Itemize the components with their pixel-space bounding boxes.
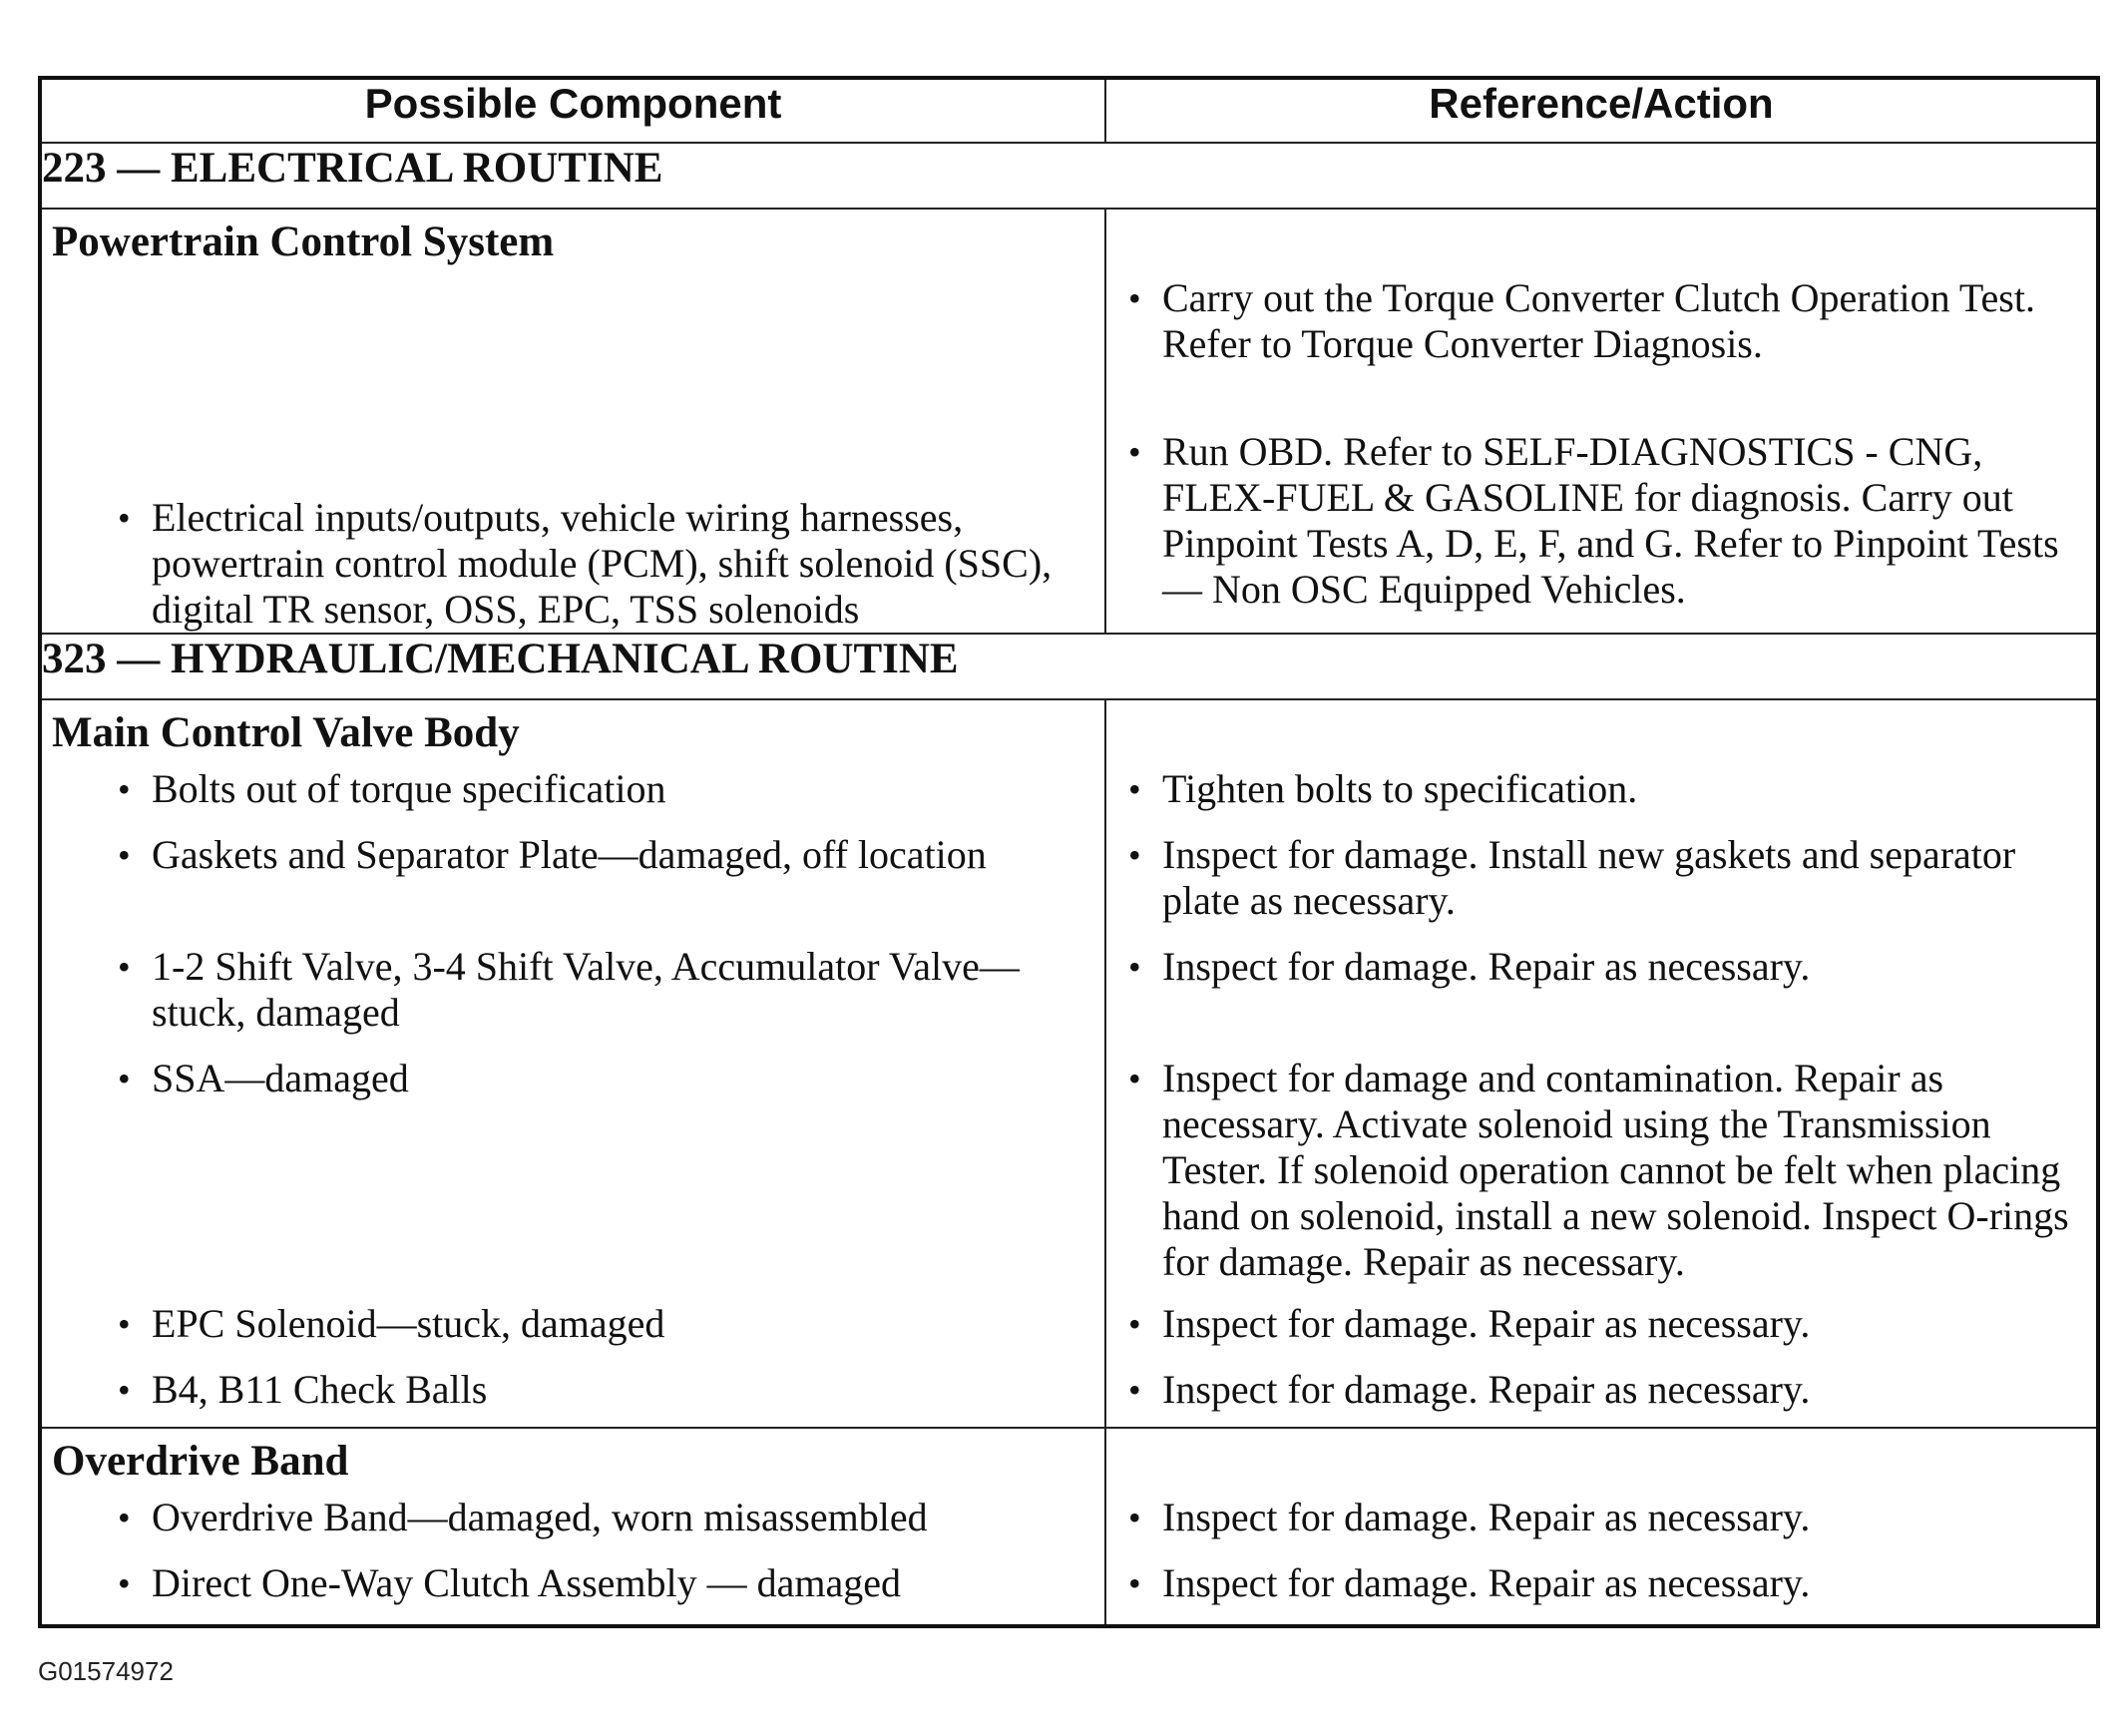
list-item — [1106, 1560, 2076, 1606]
section-title-electrical: 223 — ELECTRICAL ROUTINE — [40, 143, 2098, 209]
action-text: Run OBD. Refer to SELF-DIAGNOSTICS - CNG, FLEX-FUEL & GASOLINE for diagnosis. Carry out Pinpoint Tests A, D, E, F, and G. Refer to Pinpoint Tests — Non OSC Equipped Vehicles. — [1162, 429, 2059, 612]
component-text: B4, B11 Check Balls — [152, 1367, 488, 1412]
list-item — [1106, 1301, 2076, 1367]
action-text: Inspect for damage. Repair as necessary. — [1162, 1367, 1811, 1412]
figure-id: G01574972 — [38, 1656, 174, 1686]
header-row — [40, 78, 2098, 143]
bullet-icon: • — [1128, 947, 1141, 987]
bullet-icon: • — [118, 947, 131, 987]
diagnosis-document — [38, 76, 2096, 1628]
action-text: Tighten bolts to specification. — [1162, 766, 1638, 811]
list-item — [42, 1367, 1084, 1413]
bullet-icon: • — [118, 1563, 131, 1603]
list-item — [1106, 429, 2076, 613]
list-item — [42, 1056, 1084, 1301]
component-text: EPC Solenoid—stuck, damaged — [152, 1301, 665, 1346]
component-text: 1-2 Shift Valve, 3-4 Shift Valve, Accumulator Valve—stuck, damaged — [152, 944, 1020, 1035]
list-item — [1106, 944, 2076, 1056]
group-cell-component — [40, 699, 1105, 1428]
group-cell-action — [1105, 209, 2098, 634]
action-text: Inspect for damage. Install new gaskets and separator plate as necessary. — [1162, 832, 2016, 923]
component-text: Overdrive Band—damaged, worn misassembled — [152, 1495, 928, 1539]
group-title-valve-body: Main Control Valve Body — [52, 709, 520, 756]
bullet-icon: • — [118, 835, 131, 875]
component-text: Bolts out of torque specification — [152, 766, 666, 811]
component-text: Electrical inputs/outputs, vehicle wiring harnesses, powertrain control module (PCM), shift solenoid (SSC), digital TR sensor, OSS, EPC, TSS solenoids — [152, 495, 1053, 632]
component-text: Gaskets and Separator Plate—damaged, off location — [152, 832, 987, 877]
bullet-icon: • — [118, 498, 131, 538]
bullet-icon: • — [1128, 1563, 1141, 1603]
list-item — [42, 495, 1084, 633]
action-text: Inspect for damage and contamination. Repair as necessary. Activate solenoid using the Transmission Tester. If solenoid operation cannot be felt when placing hand on solenoid, install a new solenoid. Inspect O-rings for damage. Repair as necessary. — [1162, 1056, 2069, 1284]
component-text: SSA—damaged — [152, 1056, 409, 1100]
group-row — [40, 699, 2098, 1428]
bullet-icon: • — [1128, 278, 1141, 318]
group-title-overdrive-band: Overdrive Band — [52, 1438, 349, 1485]
action-text: Inspect for damage. Repair as necessary. — [1162, 1301, 1811, 1346]
list-item — [42, 766, 1084, 832]
list-item — [1106, 1056, 2076, 1301]
group-row — [40, 1428, 2098, 1626]
group-title-powertrain: Powertrain Control System — [52, 218, 555, 265]
action-text: Carry out the Torque Converter Clutch Operation Test. Refer to Torque Converter Diagnosis. — [1162, 275, 2035, 366]
action-text: Inspect for damage. Repair as necessary. — [1162, 1495, 1811, 1539]
list-item — [1106, 275, 2076, 367]
bullet-icon: • — [118, 1498, 131, 1537]
list-item — [1106, 766, 2076, 832]
list-item — [42, 1301, 1084, 1367]
group-cell-action — [1105, 699, 2098, 1428]
list-item — [1106, 1495, 2076, 1560]
group-cell-component — [40, 209, 1105, 634]
section-row — [40, 634, 2098, 699]
bullet-icon: • — [1128, 1370, 1141, 1410]
component-text: Direct One-Way Clutch Assembly — damaged — [152, 1560, 902, 1605]
column-header-component: Possible Component — [40, 78, 1105, 143]
bullet-icon: • — [1128, 769, 1141, 809]
bullet-icon: • — [118, 1059, 131, 1098]
bullet-icon: • — [118, 1370, 131, 1410]
diagnosis-table — [38, 76, 2100, 1628]
bullet-icon: • — [1128, 1059, 1141, 1098]
section-row — [40, 143, 2098, 209]
group-cell-action — [1105, 1428, 2098, 1626]
list-item — [1106, 1367, 2076, 1413]
column-header-action: Reference/Action — [1105, 78, 2098, 143]
list-item — [1106, 832, 2076, 944]
bullet-icon: • — [1128, 432, 1141, 472]
list-item — [42, 832, 1084, 944]
action-text: Inspect for damage. Repair as necessary. — [1162, 1560, 1811, 1605]
list-item — [42, 1560, 1084, 1606]
list-item — [42, 1495, 1084, 1560]
group-cell-component — [40, 1428, 1105, 1626]
group-row — [40, 209, 2098, 634]
bullet-icon: • — [1128, 835, 1141, 875]
list-item — [42, 944, 1084, 1056]
bullet-icon: • — [118, 769, 131, 809]
bullet-icon: • — [1128, 1304, 1141, 1344]
action-text: Inspect for damage. Repair as necessary. — [1162, 944, 1811, 989]
bullet-icon: • — [1128, 1498, 1141, 1537]
section-title-hydraulic: 323 — HYDRAULIC/MECHANICAL ROUTINE — [40, 634, 2098, 699]
bullet-icon: • — [118, 1304, 131, 1344]
